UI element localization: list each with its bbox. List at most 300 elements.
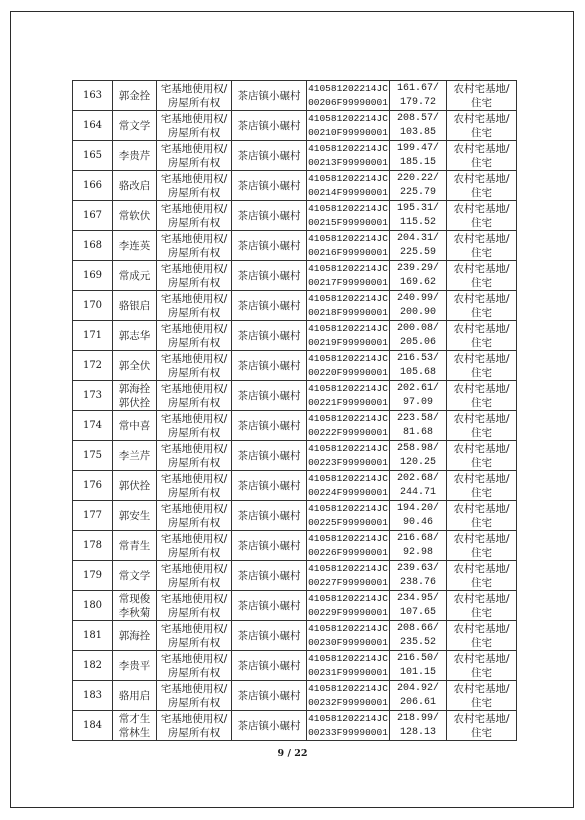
cell-unit-code-line: 00224F99990001 [308, 486, 388, 498]
cell-land-use-line: 住宅 [471, 696, 492, 709]
cell-right-type [157, 651, 232, 681]
cell-land-use-line: 住宅 [471, 666, 492, 679]
cell-right-type [157, 681, 232, 711]
cell-number: 172 [73, 351, 113, 381]
cell-owner-name [113, 531, 157, 561]
cell-land-use-line: 农村宅基地/ [453, 292, 510, 305]
cell-owner-name [113, 381, 157, 411]
cell-right-type-line: 房屋所有权 [167, 336, 221, 349]
cell-land-use-line: 农村宅基地/ [453, 232, 510, 245]
cell-unit-code [307, 711, 390, 741]
cell-land-use [447, 291, 517, 321]
cell-location: 茶店镇小碾村 [232, 591, 307, 621]
cell-land-use [447, 231, 517, 261]
cell-unit-code-line: 410581202214JC [308, 352, 388, 364]
cell-land-use [447, 711, 517, 741]
table-row [73, 531, 517, 561]
cell-unit-code [307, 411, 390, 441]
cell-land-use-line: 农村宅基地/ [453, 472, 510, 485]
cell-area [390, 651, 447, 681]
table-row [73, 81, 517, 111]
cell-right-type-line: 宅基地使用权/ [160, 562, 228, 575]
cell-unit-code-line: 410581202214JC [308, 322, 388, 334]
cell-area-line: 240.99/ [396, 292, 439, 304]
cell-area-line: 216.68/ [396, 532, 439, 544]
cell-number: 176 [73, 471, 113, 501]
table-row [73, 141, 517, 171]
cell-right-type [157, 111, 232, 141]
cell-location: 茶店镇小碾村 [232, 681, 307, 711]
cell-right-type-line: 房屋所有权 [167, 666, 221, 679]
cell-land-use-line: 农村宅基地/ [453, 352, 510, 365]
cell-area-line: 220.22/ [396, 172, 439, 184]
cell-area [390, 381, 447, 411]
cell-owner-name [113, 621, 157, 651]
cell-location: 茶店镇小碾村 [232, 411, 307, 441]
cell-right-type-line: 宅基地使用权/ [160, 112, 228, 125]
cell-area-line: 225.79 [399, 186, 436, 198]
cell-land-use-line: 农村宅基地/ [453, 172, 510, 185]
cell-unit-code [307, 471, 390, 501]
table-row [73, 591, 517, 621]
cell-area [390, 201, 447, 231]
cell-land-use-line: 农村宅基地/ [453, 652, 510, 665]
cell-land-use [447, 141, 517, 171]
cell-location: 茶店镇小碾村 [232, 201, 307, 231]
cell-land-use-line: 农村宅基地/ [453, 532, 510, 545]
cell-unit-code [307, 381, 390, 411]
cell-unit-code [307, 501, 390, 531]
cell-unit-code-line: 410581202214JC [308, 142, 388, 154]
cell-right-type-line: 房屋所有权 [167, 516, 221, 529]
cell-unit-code [307, 651, 390, 681]
cell-unit-code [307, 261, 390, 291]
cell-location: 茶店镇小碾村 [232, 471, 307, 501]
table-row [73, 561, 517, 591]
cell-right-type [157, 261, 232, 291]
cell-owner-name-line: 郭伏拴 [118, 479, 151, 492]
cell-land-use-line: 住宅 [471, 156, 492, 169]
cell-location: 茶店镇小碾村 [232, 441, 307, 471]
cell-area-line: 208.66/ [396, 622, 439, 634]
cell-land-use-line: 住宅 [471, 516, 492, 529]
cell-location: 茶店镇小碾村 [232, 711, 307, 741]
cell-unit-code [307, 441, 390, 471]
cell-right-type [157, 591, 232, 621]
cell-right-type-line: 宅基地使用权/ [160, 382, 228, 395]
cell-owner-name-line: 常成元 [118, 269, 151, 282]
cell-owner-name [113, 231, 157, 261]
cell-right-type-line: 宅基地使用权/ [160, 292, 228, 305]
cell-right-type-line: 房屋所有权 [167, 126, 221, 139]
cell-land-use [447, 81, 517, 111]
cell-land-use-line: 农村宅基地/ [453, 322, 510, 335]
cell-right-type-line: 房屋所有权 [167, 396, 221, 409]
cell-right-type-line: 宅基地使用权/ [160, 262, 228, 275]
cell-area-line: 200.90 [399, 306, 436, 318]
cell-land-use-line: 农村宅基地/ [453, 622, 510, 635]
cell-area [390, 321, 447, 351]
cell-owner-name-line: 李贵芹 [118, 149, 151, 162]
cell-location: 茶店镇小碾村 [232, 291, 307, 321]
table-row [73, 471, 517, 501]
cell-area-line: 202.61/ [396, 382, 439, 394]
cell-area-line: 216.50/ [396, 652, 439, 664]
cell-location: 茶店镇小碾村 [232, 561, 307, 591]
cell-land-use-line: 住宅 [471, 186, 492, 199]
cell-right-type-line: 房屋所有权 [167, 96, 221, 109]
cell-right-type-line: 房屋所有权 [167, 456, 221, 469]
cell-land-use-line: 农村宅基地/ [453, 142, 510, 155]
cell-land-use-line: 农村宅基地/ [453, 112, 510, 125]
cell-number: 183 [73, 681, 113, 711]
cell-owner-name-line: 骆改启 [118, 179, 151, 192]
cell-location: 茶店镇小碾村 [232, 381, 307, 411]
cell-unit-code-line: 00230F99990001 [308, 636, 388, 648]
cell-right-type-line: 宅基地使用权/ [160, 712, 228, 725]
cell-unit-code-line: 410581202214JC [308, 562, 388, 574]
cell-number: 175 [73, 441, 113, 471]
cell-owner-name-line: 郭志华 [118, 329, 151, 342]
cell-owner-name-line: 骆银启 [118, 299, 151, 312]
cell-right-type-line: 宅基地使用权/ [160, 412, 228, 425]
cell-right-type [157, 471, 232, 501]
cell-area [390, 561, 447, 591]
table-row [73, 351, 517, 381]
cell-owner-name-line: 李秋菊 [118, 606, 151, 619]
cell-owner-name [113, 111, 157, 141]
cell-land-use [447, 591, 517, 621]
cell-unit-code-line: 00227F99990001 [308, 576, 388, 588]
cell-location: 茶店镇小碾村 [232, 141, 307, 171]
cell-number: 182 [73, 651, 113, 681]
cell-location: 茶店镇小碾村 [232, 111, 307, 141]
cell-right-type [157, 171, 232, 201]
cell-owner-name-line: 郭海拴 [118, 382, 151, 395]
cell-area-line: 161.67/ [396, 82, 439, 94]
cell-owner-name-line: 骆用启 [118, 689, 151, 702]
cell-right-type [157, 711, 232, 741]
cell-unit-code-line: 00233F99990001 [308, 726, 388, 738]
cell-land-use-line: 住宅 [471, 126, 492, 139]
cell-land-use [447, 441, 517, 471]
cell-right-type-line: 房屋所有权 [167, 606, 221, 619]
cell-unit-code-line: 00231F99990001 [308, 666, 388, 678]
cell-location: 茶店镇小碾村 [232, 231, 307, 261]
cell-unit-code-line: 00210F99990001 [308, 126, 388, 138]
cell-unit-code-line: 410581202214JC [308, 382, 388, 394]
table-row [73, 651, 517, 681]
table-row [73, 621, 517, 651]
cell-right-type [157, 201, 232, 231]
cell-unit-code-line: 00218F99990001 [308, 306, 388, 318]
cell-owner-name [113, 261, 157, 291]
cell-unit-code-line: 410581202214JC [308, 532, 388, 544]
cell-area-line: 195.31/ [396, 202, 439, 214]
cell-land-use-line: 农村宅基地/ [453, 592, 510, 605]
cell-owner-name [113, 171, 157, 201]
cell-right-type [157, 441, 232, 471]
cell-area-line: 101.15 [399, 666, 436, 678]
cell-owner-name-line: 常才生 [118, 712, 151, 725]
cell-owner-name [113, 681, 157, 711]
cell-unit-code [307, 351, 390, 381]
cell-area-line: 97.09 [402, 396, 433, 408]
cell-owner-name-line: 郭全伏 [118, 359, 151, 372]
cell-right-type-line: 房屋所有权 [167, 216, 221, 229]
cell-right-type-line: 宅基地使用权/ [160, 472, 228, 485]
cell-number: 168 [73, 231, 113, 261]
cell-unit-code-line: 00214F99990001 [308, 186, 388, 198]
cell-area-line: 90.46 [402, 516, 433, 528]
table-row [73, 381, 517, 411]
cell-number: 163 [73, 81, 113, 111]
cell-land-use-line: 住宅 [471, 306, 492, 319]
cell-area-line: 120.25 [399, 456, 436, 468]
cell-owner-name-line: 常青生 [118, 539, 151, 552]
cell-owner-name-line: 常文学 [118, 569, 151, 582]
table-row [73, 111, 517, 141]
cell-land-use-line: 住宅 [471, 636, 492, 649]
cell-location: 茶店镇小碾村 [232, 351, 307, 381]
cell-land-use [447, 681, 517, 711]
cell-area-line: 103.85 [399, 126, 436, 138]
cell-land-use [447, 561, 517, 591]
cell-unit-code-line: 410581202214JC [308, 82, 388, 94]
cell-number: 166 [73, 171, 113, 201]
cell-area-line: 234.95/ [396, 592, 439, 604]
cell-land-use-line: 住宅 [471, 606, 492, 619]
cell-land-use-line: 农村宅基地/ [453, 202, 510, 215]
cell-right-type-line: 房屋所有权 [167, 486, 221, 499]
cell-area-line: 204.31/ [396, 232, 439, 244]
table-row [73, 711, 517, 741]
cell-location: 茶店镇小碾村 [232, 81, 307, 111]
cell-land-use-line: 住宅 [471, 276, 492, 289]
cell-number: 181 [73, 621, 113, 651]
cell-unit-code-line: 410581202214JC [308, 172, 388, 184]
cell-location: 茶店镇小碾村 [232, 531, 307, 561]
cell-unit-code [307, 111, 390, 141]
cell-unit-code [307, 621, 390, 651]
cell-unit-code-line: 410581202214JC [308, 292, 388, 304]
cell-owner-name-line: 李贵平 [118, 659, 151, 672]
cell-unit-code-line: 410581202214JC [308, 652, 388, 664]
cell-unit-code-line: 00206F99990001 [308, 96, 388, 108]
cell-land-use-line: 住宅 [471, 426, 492, 439]
cell-right-type [157, 501, 232, 531]
cell-owner-name-line: 郭伏拴 [118, 396, 151, 409]
cell-number: 171 [73, 321, 113, 351]
cell-right-type-line: 房屋所有权 [167, 726, 221, 739]
cell-location: 茶店镇小碾村 [232, 651, 307, 681]
cell-unit-code [307, 321, 390, 351]
cell-area-line: 225.59 [399, 246, 436, 258]
cell-owner-name [113, 81, 157, 111]
cell-area-line: 239.63/ [396, 562, 439, 574]
cell-right-type [157, 81, 232, 111]
cell-right-type-line: 宅基地使用权/ [160, 202, 228, 215]
cell-area [390, 171, 447, 201]
cell-right-type-line: 宅基地使用权/ [160, 442, 228, 455]
cell-unit-code-line: 00222F99990001 [308, 426, 388, 438]
cell-area-line: 200.08/ [396, 322, 439, 334]
cell-owner-name [113, 501, 157, 531]
cell-area-line: 105.68 [399, 366, 436, 378]
cell-owner-name-line: 郭金拴 [118, 89, 151, 102]
cell-owner-name-line: 常现俊 [118, 592, 151, 605]
cell-right-type-line: 宅基地使用权/ [160, 502, 228, 515]
cell-unit-code-line: 410581202214JC [308, 622, 388, 634]
cell-location: 茶店镇小碾村 [232, 261, 307, 291]
cell-unit-code-line: 00232F99990001 [308, 696, 388, 708]
cell-unit-code-line: 00223F99990001 [308, 456, 388, 468]
cell-unit-code [307, 291, 390, 321]
cell-location: 茶店镇小碾村 [232, 621, 307, 651]
cell-unit-code-line: 410581202214JC [308, 262, 388, 274]
cell-area [390, 501, 447, 531]
cell-owner-name [113, 441, 157, 471]
cell-owner-name [113, 591, 157, 621]
cell-area [390, 531, 447, 561]
cell-number: 179 [73, 561, 113, 591]
cell-unit-code [307, 531, 390, 561]
cell-area-line: 239.29/ [396, 262, 439, 274]
cell-right-type-line: 宅基地使用权/ [160, 592, 228, 605]
cell-land-use [447, 201, 517, 231]
cell-land-use-line: 农村宅基地/ [453, 562, 510, 575]
cell-number: 173 [73, 381, 113, 411]
cell-land-use-line: 住宅 [471, 726, 492, 739]
cell-number: 165 [73, 141, 113, 171]
cell-area [390, 81, 447, 111]
records-body [73, 81, 517, 741]
cell-owner-name-line: 常软伏 [118, 209, 151, 222]
cell-area-line: 199.47/ [396, 142, 439, 154]
cell-right-type-line: 宅基地使用权/ [160, 322, 228, 335]
table-row [73, 411, 517, 441]
cell-land-use-line: 住宅 [471, 576, 492, 589]
cell-land-use-line: 住宅 [471, 96, 492, 109]
cell-land-use [447, 651, 517, 681]
cell-number: 167 [73, 201, 113, 231]
cell-owner-name-line: 郭安生 [118, 509, 151, 522]
cell-area [390, 471, 447, 501]
cell-number: 180 [73, 591, 113, 621]
cell-right-type-line: 宅基地使用权/ [160, 82, 228, 95]
cell-number: 169 [73, 261, 113, 291]
cell-owner-name [113, 471, 157, 501]
table-row [73, 261, 517, 291]
cell-owner-name-line: 常文学 [118, 119, 151, 132]
cell-land-use-line: 住宅 [471, 216, 492, 229]
cell-unit-code-line: 410581202214JC [308, 112, 388, 124]
table-row [73, 171, 517, 201]
cell-area [390, 291, 447, 321]
cell-right-type [157, 561, 232, 591]
cell-land-use-line: 住宅 [471, 246, 492, 259]
table-row [73, 291, 517, 321]
cell-unit-code [307, 591, 390, 621]
cell-area-line: 223.58/ [396, 412, 439, 424]
cell-land-use-line: 住宅 [471, 456, 492, 469]
cell-owner-name-line: 李连英 [118, 239, 151, 252]
cell-right-type-line: 宅基地使用权/ [160, 232, 228, 245]
cell-location: 茶店镇小碾村 [232, 171, 307, 201]
cell-unit-code-line: 00217F99990001 [308, 276, 388, 288]
cell-right-type [157, 141, 232, 171]
cell-unit-code [307, 201, 390, 231]
cell-land-use [447, 111, 517, 141]
cell-right-type-line: 房屋所有权 [167, 576, 221, 589]
cell-area-line: 258.98/ [396, 442, 439, 454]
cell-number: 170 [73, 291, 113, 321]
cell-right-type [157, 411, 232, 441]
cell-right-type-line: 宅基地使用权/ [160, 622, 228, 635]
table-row [73, 441, 517, 471]
cell-owner-name-line: 常林生 [118, 726, 151, 739]
cell-unit-code-line: 00229F99990001 [308, 606, 388, 618]
cell-area-line: 206.61 [399, 696, 436, 708]
cell-unit-code-line: 410581202214JC [308, 682, 388, 694]
cell-land-use-line: 住宅 [471, 366, 492, 379]
cell-land-use-line: 农村宅基地/ [453, 682, 510, 695]
cell-right-type-line: 房屋所有权 [167, 276, 221, 289]
cell-owner-name-line: 常中喜 [118, 419, 151, 432]
cell-right-type-line: 宅基地使用权/ [160, 172, 228, 185]
cell-number: 164 [73, 111, 113, 141]
table-row [73, 681, 517, 711]
cell-area [390, 711, 447, 741]
cell-right-type-line: 房屋所有权 [167, 546, 221, 559]
cell-owner-name [113, 351, 157, 381]
cell-unit-code-line: 410581202214JC [308, 442, 388, 454]
cell-land-use-line: 农村宅基地/ [453, 712, 510, 725]
cell-area-line: 194.20/ [396, 502, 439, 514]
cell-land-use [447, 621, 517, 651]
cell-area-line: 128.13 [399, 726, 436, 738]
cell-area-line: 204.92/ [396, 682, 439, 694]
cell-unit-code-line: 00221F99990001 [308, 396, 388, 408]
cell-owner-name [113, 561, 157, 591]
table-row [73, 231, 517, 261]
cell-land-use-line: 农村宅基地/ [453, 262, 510, 275]
cell-area-line: 185.15 [399, 156, 436, 168]
cell-unit-code [307, 81, 390, 111]
cell-land-use [447, 531, 517, 561]
cell-number: 174 [73, 411, 113, 441]
cell-right-type [157, 291, 232, 321]
cell-unit-code-line: 410581202214JC [308, 412, 388, 424]
cell-land-use-line: 农村宅基地/ [453, 82, 510, 95]
cell-unit-code-line: 410581202214JC [308, 712, 388, 724]
cell-area [390, 111, 447, 141]
cell-owner-name [113, 711, 157, 741]
cell-area [390, 351, 447, 381]
cell-area [390, 231, 447, 261]
cell-land-use-line: 住宅 [471, 546, 492, 559]
cell-land-use-line: 住宅 [471, 396, 492, 409]
cell-land-use [447, 471, 517, 501]
cell-number: 184 [73, 711, 113, 741]
cell-land-use-line: 农村宅基地/ [453, 442, 510, 455]
cell-land-use-line: 住宅 [471, 486, 492, 499]
cell-unit-code [307, 681, 390, 711]
page-number: 9 / 22 [277, 748, 308, 759]
cell-land-use [447, 171, 517, 201]
cell-unit-code [307, 171, 390, 201]
cell-right-type [157, 321, 232, 351]
